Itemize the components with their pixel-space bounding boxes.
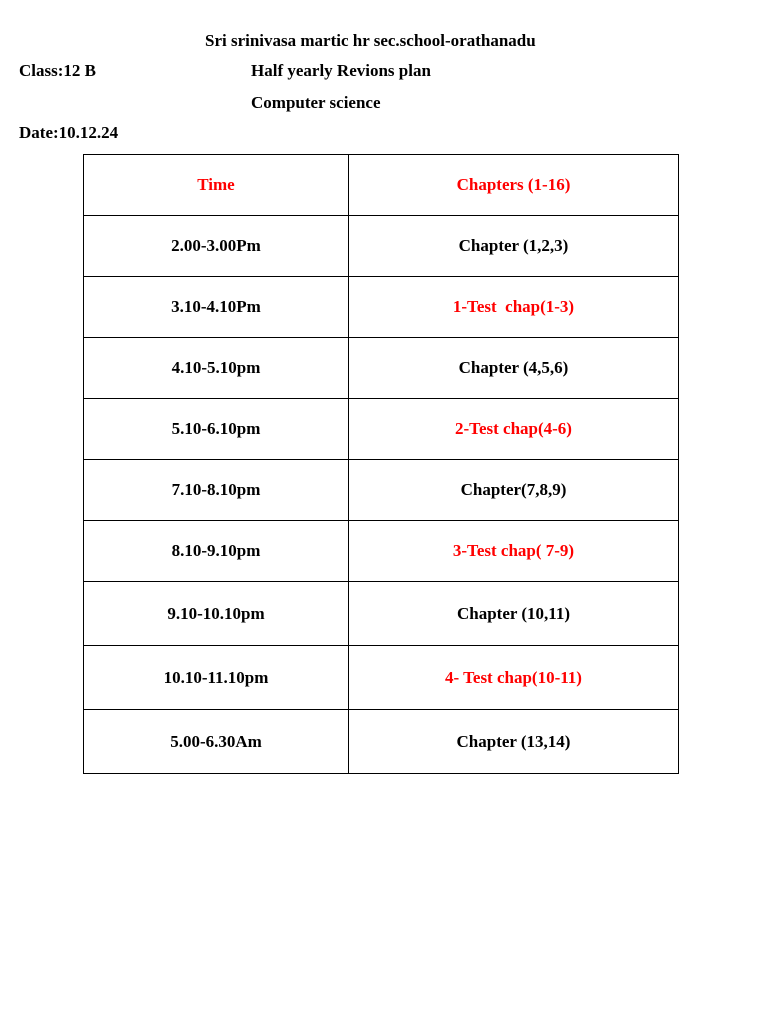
- time-cell: 5.00-6.30Am: [84, 710, 349, 774]
- test-cell: 1-Test chap(1-3): [349, 277, 679, 338]
- date-label: Date:10.12.24: [19, 123, 119, 142]
- table-row: [84, 216, 679, 277]
- table-row: [84, 399, 679, 460]
- subject-label: Computer science: [251, 93, 381, 112]
- time-cell: 5.10-6.10pm: [84, 399, 349, 460]
- plan-title: Half yearly Revions plan: [251, 61, 431, 80]
- table-row: [84, 646, 679, 710]
- time-cell: 9.10-10.10pm: [84, 582, 349, 646]
- time-cell: 3.10-4.10Pm: [84, 277, 349, 338]
- time-column-header: Time: [84, 155, 349, 216]
- test-cell: 4- Test chap(10-11): [349, 646, 679, 710]
- class-label: Class:12 B: [19, 61, 96, 80]
- table-row: [84, 710, 679, 774]
- chapter-cell: Chapter (13,14): [349, 710, 679, 774]
- time-cell: 10.10-11.10pm: [84, 646, 349, 710]
- chapter-cell: Chapter (1,2,3): [349, 216, 679, 277]
- chapter-cell: Chapter(7,8,9): [349, 460, 679, 521]
- table-header-row: [84, 155, 679, 216]
- table-row: [84, 338, 679, 399]
- table-row: [84, 582, 679, 646]
- time-cell: 8.10-9.10pm: [84, 521, 349, 582]
- revision-schedule-table: [83, 154, 679, 774]
- time-cell: 7.10-8.10pm: [84, 460, 349, 521]
- chapter-cell: Chapter (10,11): [349, 582, 679, 646]
- table-row: [84, 521, 679, 582]
- table-row: [84, 460, 679, 521]
- test-cell: 3-Test chap( 7-9): [349, 521, 679, 582]
- chapters-column-header: Chapters (1-16): [349, 155, 679, 216]
- test-cell: 2-Test chap(4-6): [349, 399, 679, 460]
- time-cell: 4.10-5.10pm: [84, 338, 349, 399]
- time-cell: 2.00-3.00Pm: [84, 216, 349, 277]
- school-name: Sri srinivasa martic hr sec.school-orathanadu: [205, 31, 536, 50]
- chapter-cell: Chapter (4,5,6): [349, 338, 679, 399]
- table-row: [84, 277, 679, 338]
